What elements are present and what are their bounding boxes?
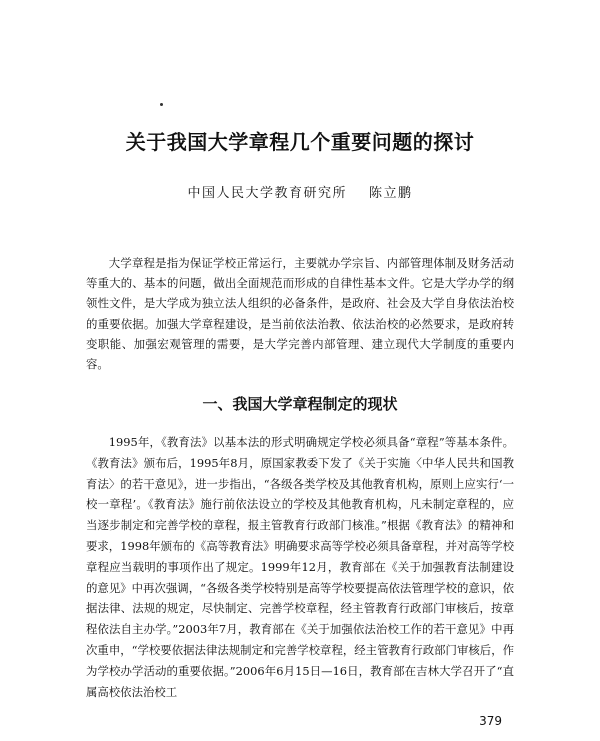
abstract-paragraph: 大学章程是指为保证学校正常运行，主要就办学宗旨、内部管理体制及财务活动等重大的、基本的问题，做出全面规范而形成的自律性基本文件。它是大学办学的纲领性文件，是大学成为独立法人组织的必备条件，是政府、社会及大学自身依法治校的重要依据。加强大学章程建设，是当前依法治教、依法治校的必然要求，是政府转变职能、加强宏观管理的需要，是大学完善内部管理、建立现代大学制度的重要内容。: [86, 256, 514, 372]
author-name: 陈立鹏: [369, 186, 413, 201]
speck-mark: [160, 103, 163, 106]
abstract: [86, 253, 514, 374]
author-line: [0, 182, 600, 201]
article-title: 关于我国大学章程几个重要问题的探讨: [125, 130, 475, 154]
author-affiliation: 中国人民大学教育研究所: [187, 186, 347, 201]
body-text: [86, 432, 514, 702]
body-paragraph: 1995年，《教育法》以基本法的形式明确规定学校必须具备“章程”等基本条件。《教育法》颁布后，1995年8月，原国家教委下发了《关于实施〈中华人民共和国教育法〉的若干意见》，进一步指出，“各级各类学校及其他教育机构，原则上应实行‘一校一章程’。《教育法》施行前依法设立的学校及其他教育机构，凡未制定章程的，应当逐步制定和完善学校的章程，报主管教育行政部门核准。”根据《教育法》的精神和要求，1998年颁布的《高等教育法》明确要求高等学校必须具备章程，并对高等学校章程应当载明的事项作出了规定。1999年12月，教育部在《关于加强教育法制建设的意见》中再次强调，“各级各类学校特别是高等学校要提高依法管理学校的意识，依据法律、法规的规定，尽快制定、完善学校章程，经主管教育行政部门审核后，按章程依法自主办学。”2003年7月，教育部在《关于加强依法治校工作的若干意见》中再次重申，“学校要依据法律法规制定和完善学校章程，经主管教育行政部门审核后，作为学校办学活动的重要依据。”2006年6月15日—16日，教育部在吉林大学召开了“直属高校依法治校工: [86, 435, 514, 699]
page-number: 379: [479, 714, 502, 728]
section-heading: 一、我国大学章程制定的现状: [202, 395, 398, 413]
